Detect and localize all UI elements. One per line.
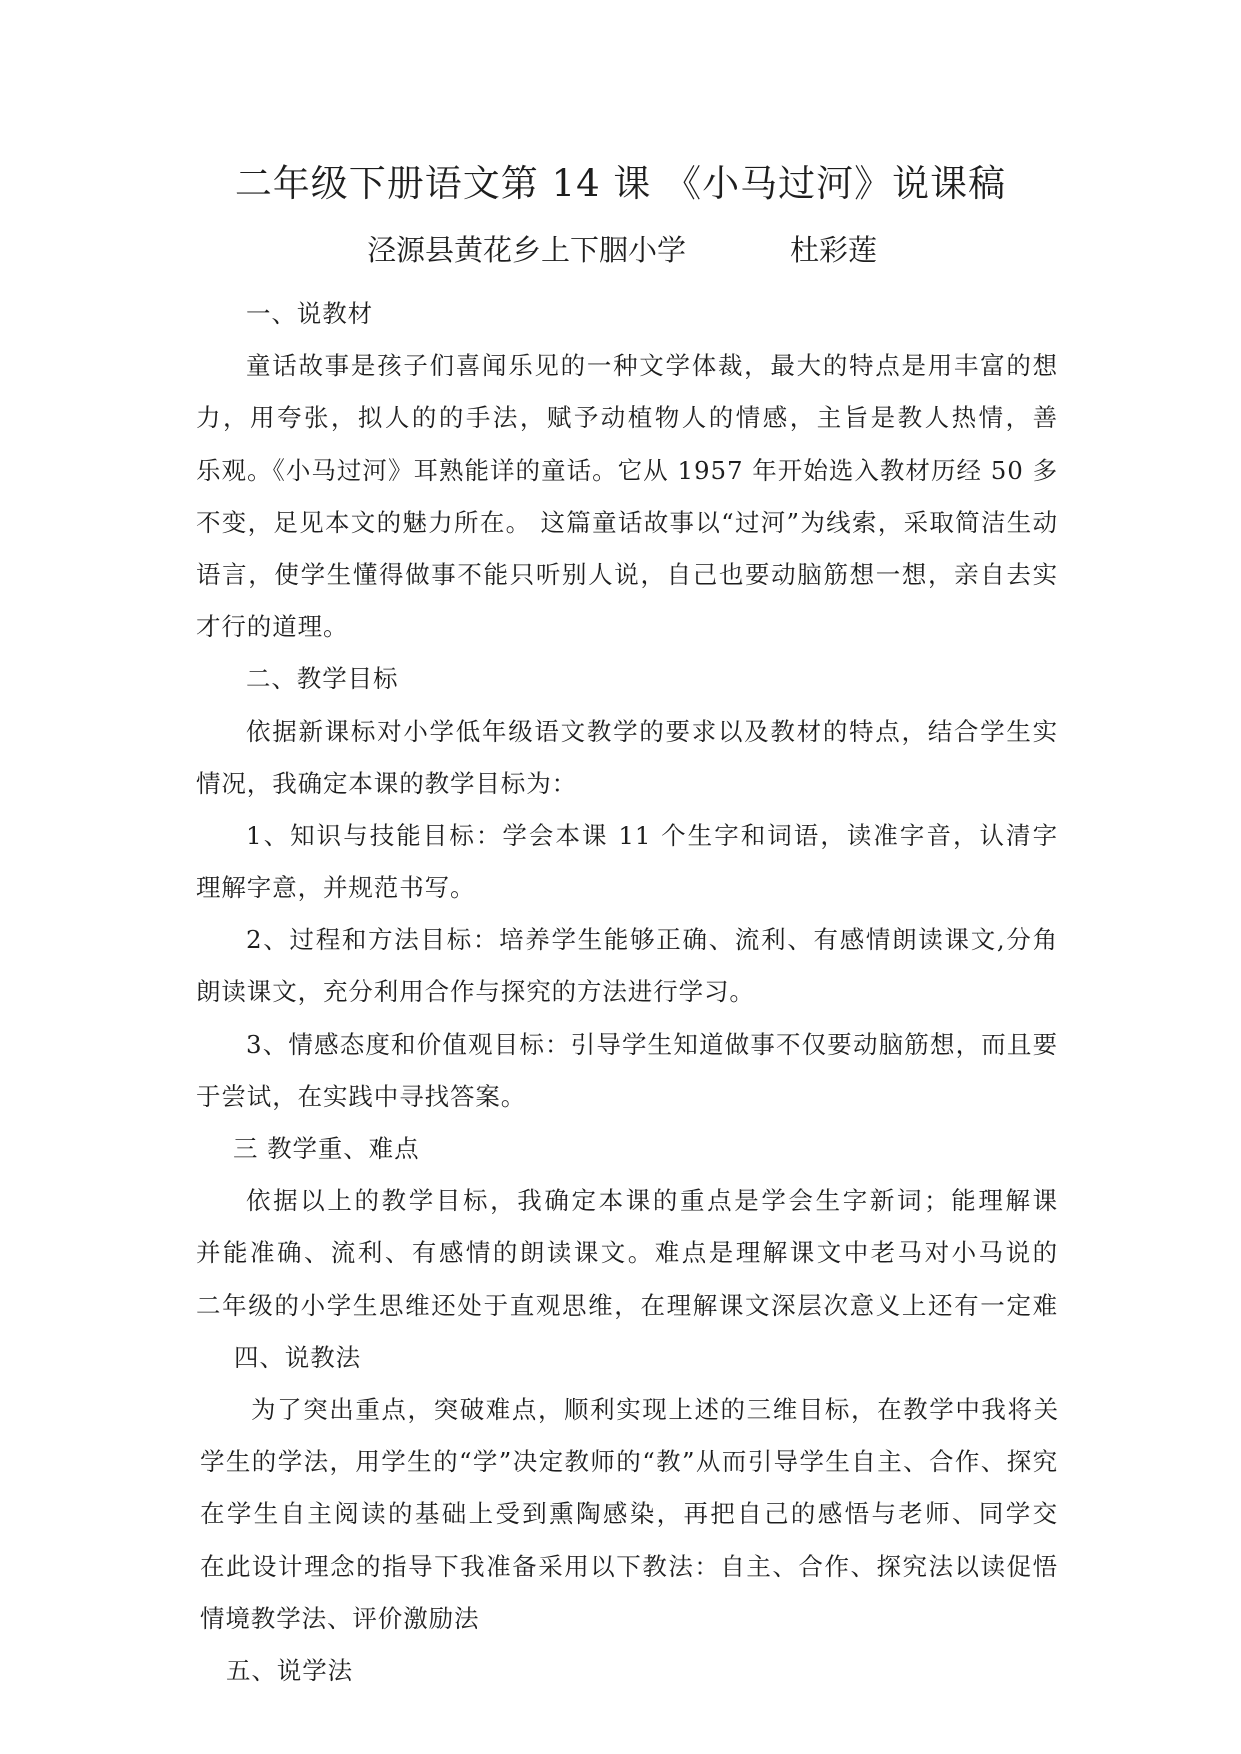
paragraph-line: 依据新课标对小学低年级语文教学的要求以及教材的特点，结合学生实 [246, 716, 1058, 746]
paragraph-line: 情况，我确定本课的教学目标为： [196, 768, 577, 798]
author-name: 杜彩莲 [790, 233, 878, 267]
author-line [0, 228, 1241, 272]
goal-line: 于尝试，在实践中寻找答案。 [196, 1081, 527, 1111]
section-heading-3: 三 教学重、难点 [233, 1134, 420, 1163]
paragraph-line: 二年级的小学生思维还处于直观思维，在理解课文深层次意义上还有一定难 [196, 1290, 1058, 1320]
section-heading-5: 五、说学法 [226, 1655, 353, 1685]
paragraph-line: 乐观。《小马过河》耳熟能详的童话。它从 1957 年开始选入教材历经 50 多 [196, 455, 1058, 485]
paragraph-line: 力，用夸张，拟人的的手法，赋予动植物人的情感，主旨是教人热情，善 [196, 403, 1058, 433]
paragraph-line: 不变，足见本文的魅力所在。 这篇童话故事以“过河”为线索，采取简洁生动 [196, 507, 1058, 537]
paragraph-line: 学生的学法，用学生的“学”决定教师的“教”从而引导学生自主、合作、探究 [200, 1447, 1058, 1477]
paragraph-line: 情境教学法、评价激励法 [200, 1603, 480, 1633]
section-heading-4: 四、说教法 [234, 1342, 361, 1372]
page-title: 二年级下册语文第 14 课 《小马过河》说课稿 [234, 162, 1007, 205]
paragraph-line: 为了突出重点，突破难点，顺利实现上述的三维目标，在教学中我将关 [251, 1394, 1059, 1424]
goal-line: 2、过程和方法目标：培养学生能够正确、流利、有感情朗读课文,分角 [246, 925, 1058, 955]
paragraph-line: 并能准确、流利、有感情的朗读课文。难点是理解课文中老马对小马说的 [196, 1238, 1058, 1268]
section-heading-1: 一、说教材 [246, 299, 373, 328]
paragraph-line: 才行的道理。 [196, 612, 349, 642]
section-heading-2: 二、教学目标 [246, 664, 399, 694]
school-name: 泾源县黄花乡上下胭小学 [367, 233, 687, 267]
goal-line: 理解字意，并规范书写。 [196, 873, 476, 903]
paragraph-line: 童话故事是孩子们喜闻乐见的一种文学体裁，最大的特点是用丰富的想 [246, 351, 1058, 381]
goal-line: 朗读课文，充分利用合作与探究的方法进行学习。 [196, 977, 755, 1007]
paragraph-line: 在此设计理念的指导下我准备采用以下教法：自主、合作、探究法以读促悟 [200, 1551, 1058, 1581]
paragraph-line: 语言，使学生懂得做事不能只听别人说，自己也要动脑筋想一想，亲自去实 [196, 559, 1058, 589]
paragraph-line: 在学生自主阅读的基础上受到熏陶感染，再把自己的感悟与老师、同学交 [200, 1499, 1058, 1529]
goal-line: 1、知识与技能目标：学会本课 11 个生字和词语，读准字音，认清字 [246, 820, 1058, 850]
paragraph-line: 依据以上的教学目标，我确定本课的重点是学会生字新词；能理解课 [246, 1186, 1058, 1216]
document-body [0, 288, 1241, 1697]
goal-line: 3、情感态度和价值观目标：引导学生知道做事不仅要动脑筋想，而且要 [246, 1029, 1058, 1059]
